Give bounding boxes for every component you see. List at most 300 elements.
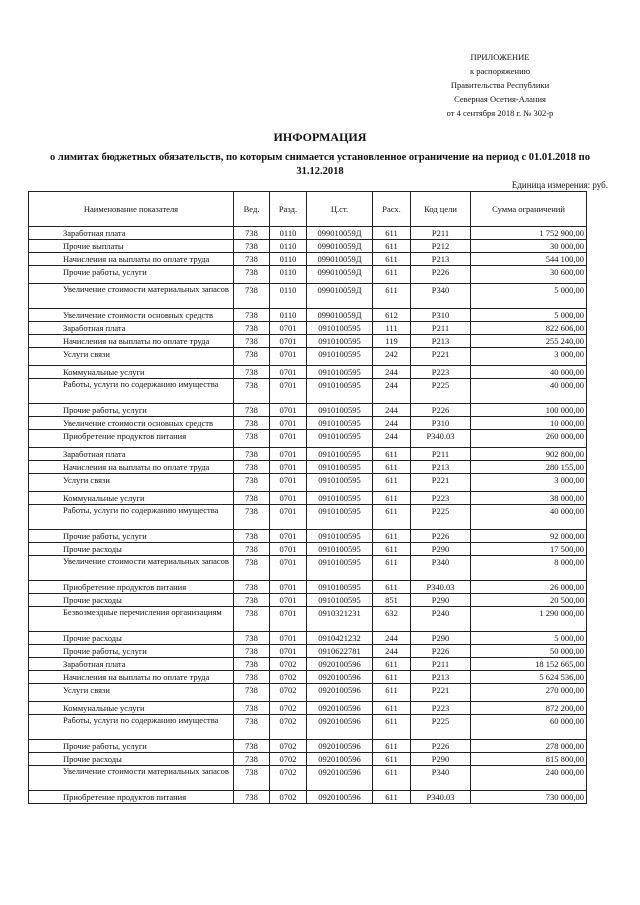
appendix-line: к распоряжению	[470, 66, 530, 76]
row-cst: 099010059Д	[307, 309, 373, 322]
row-razd: 0701	[270, 322, 307, 335]
row-cst: 0910100595	[307, 530, 373, 543]
table-row	[29, 530, 587, 543]
row-ved: 738	[234, 684, 270, 702]
row-rash: 632	[373, 607, 411, 632]
row-name: Прочие работы, услуги	[29, 404, 234, 417]
table-row	[29, 240, 587, 253]
row-target-code: Р225	[411, 715, 471, 740]
row-cst: 0920100596	[307, 740, 373, 753]
table-row	[29, 461, 587, 474]
table-body	[29, 227, 587, 804]
row-cst: 0910100595	[307, 430, 373, 448]
row-cst: 0910100595	[307, 379, 373, 404]
row-name: Коммунальные услуги	[29, 366, 234, 379]
row-cst: 0910100595	[307, 348, 373, 366]
row-name: Увеличение стоимости материальных запасов	[29, 284, 234, 309]
row-rash: 611	[373, 791, 411, 804]
row-rash: 244	[373, 645, 411, 658]
row-name: Увеличение стоимости основных средств	[29, 309, 234, 322]
row-ved: 738	[234, 740, 270, 753]
row-rash: 119	[373, 335, 411, 348]
row-rash: 611	[373, 284, 411, 309]
row-ved: 738	[234, 366, 270, 379]
table-row	[29, 658, 587, 671]
row-rash: 611	[373, 530, 411, 543]
row-razd: 0702	[270, 791, 307, 804]
table-row	[29, 366, 587, 379]
row-razd: 0701	[270, 348, 307, 366]
table-row	[29, 753, 587, 766]
row-razd: 0701	[270, 379, 307, 404]
row-amount: 260 000,00	[471, 430, 587, 448]
row-razd: 0110	[270, 309, 307, 322]
row-cst: 0920100596	[307, 753, 373, 766]
row-rash: 611	[373, 543, 411, 556]
row-amount: 280 155,00	[471, 461, 587, 474]
row-ved: 738	[234, 766, 270, 791]
row-rash: 244	[373, 417, 411, 430]
row-rash: 611	[373, 702, 411, 715]
row-amount: 815 800,00	[471, 753, 587, 766]
row-target-code: Р340.03	[411, 430, 471, 448]
document-title: ИНФОРМАЦИЯ	[273, 130, 367, 144]
row-target-code: Р213	[411, 335, 471, 348]
row-amount: 50 000,00	[471, 645, 587, 658]
table-row	[29, 474, 587, 492]
row-cst: 099010059Д	[307, 284, 373, 309]
row-target-code: Р240	[411, 607, 471, 632]
row-target-code: Р340.03	[411, 581, 471, 594]
row-target-code: Р225	[411, 379, 471, 404]
row-amount: 30 600,00	[471, 266, 587, 284]
row-ved: 738	[234, 448, 270, 461]
row-name: Начисления на выплаты по оплате труда	[29, 461, 234, 474]
row-amount: 3 000,00	[471, 348, 587, 366]
column-header: Код цели	[411, 192, 471, 227]
row-target-code: Р213	[411, 253, 471, 266]
row-ved: 738	[234, 543, 270, 556]
row-ved: 738	[234, 348, 270, 366]
row-razd: 0702	[270, 684, 307, 702]
table-row	[29, 266, 587, 284]
row-razd: 0701	[270, 448, 307, 461]
table-row	[29, 492, 587, 505]
row-razd: 0702	[270, 702, 307, 715]
row-target-code: Р340	[411, 556, 471, 581]
table-row	[29, 632, 587, 645]
row-name: Услуги связи	[29, 474, 234, 492]
row-ved: 738	[234, 607, 270, 632]
row-target-code: Р226	[411, 530, 471, 543]
table-row	[29, 715, 587, 740]
row-rash: 244	[373, 366, 411, 379]
row-rash: 611	[373, 240, 411, 253]
row-rash: 611	[373, 556, 411, 581]
row-rash: 611	[373, 227, 411, 240]
row-ved: 738	[234, 322, 270, 335]
row-name: Увеличение стоимости материальных запасов	[29, 556, 234, 581]
table-row	[29, 607, 587, 632]
row-ved: 738	[234, 309, 270, 322]
row-ved: 738	[234, 474, 270, 492]
table-row	[29, 448, 587, 461]
row-amount: 10 000,00	[471, 417, 587, 430]
row-amount: 1 290 000,00	[471, 607, 587, 632]
row-cst: 0910100595	[307, 366, 373, 379]
column-header: Наименование показателя	[29, 192, 234, 227]
row-name: Приобретение продуктов питания	[29, 791, 234, 804]
row-name: Услуги связи	[29, 348, 234, 366]
row-cst: 0920100596	[307, 658, 373, 671]
row-ved: 738	[234, 753, 270, 766]
document-subtitle: о лимитах бюджетных обязательств, по которым снимается установленное ограничение на период с 01.01.2018 по 31.12.2018	[50, 152, 590, 177]
row-target-code: Р211	[411, 448, 471, 461]
row-target-code: Р213	[411, 671, 471, 684]
row-rash: 611	[373, 658, 411, 671]
row-cst: 0910100595	[307, 474, 373, 492]
row-name: Прочие расходы	[29, 543, 234, 556]
row-ved: 738	[234, 715, 270, 740]
row-rash: 611	[373, 715, 411, 740]
row-razd: 0110	[270, 240, 307, 253]
row-cst: 0910100595	[307, 556, 373, 581]
row-cst: 099010059Д	[307, 266, 373, 284]
row-amount: 40 000,00	[471, 366, 587, 379]
row-amount: 40 000,00	[471, 379, 587, 404]
row-ved: 738	[234, 417, 270, 430]
row-name: Работы, услуги по содержанию имущества	[29, 715, 234, 740]
row-name: Прочие расходы	[29, 594, 234, 607]
table-row	[29, 594, 587, 607]
row-target-code: Р226	[411, 645, 471, 658]
row-amount: 872 200,00	[471, 702, 587, 715]
table-row	[29, 417, 587, 430]
row-amount: 38 000,00	[471, 492, 587, 505]
row-amount: 5 000,00	[471, 284, 587, 309]
row-target-code: Р211	[411, 227, 471, 240]
table-row	[29, 740, 587, 753]
row-name: Работы, услуги по содержанию имущества	[29, 505, 234, 530]
row-razd: 0702	[270, 715, 307, 740]
table-row	[29, 505, 587, 530]
table-row	[29, 581, 587, 594]
row-amount: 26 000,00	[471, 581, 587, 594]
row-cst: 0920100596	[307, 684, 373, 702]
row-cst: 0910100595	[307, 492, 373, 505]
row-amount: 17 500,00	[471, 543, 587, 556]
row-name: Заработная плата	[29, 227, 234, 240]
row-target-code: Р221	[411, 348, 471, 366]
row-target-code: Р225	[411, 505, 471, 530]
row-target-code: Р290	[411, 632, 471, 645]
row-amount: 92 000,00	[471, 530, 587, 543]
row-ved: 738	[234, 461, 270, 474]
row-amount: 730 000,00	[471, 791, 587, 804]
row-ved: 738	[234, 266, 270, 284]
row-amount: 270 000,00	[471, 684, 587, 702]
row-target-code: Р211	[411, 322, 471, 335]
row-cst: 0920100596	[307, 766, 373, 791]
row-target-code: Р221	[411, 684, 471, 702]
row-target-code: Р226	[411, 404, 471, 417]
row-razd: 0701	[270, 404, 307, 417]
row-rash: 611	[373, 448, 411, 461]
row-ved: 738	[234, 335, 270, 348]
row-name: Приобретение продуктов питания	[29, 581, 234, 594]
table-row	[29, 284, 587, 309]
row-target-code: Р290	[411, 543, 471, 556]
row-name: Прочие расходы	[29, 632, 234, 645]
row-ved: 738	[234, 645, 270, 658]
table-row	[29, 430, 587, 448]
row-amount: 902 800,00	[471, 448, 587, 461]
appendix-line: Северная Осетия-Алания	[454, 94, 546, 104]
row-name: Прочие расходы	[29, 753, 234, 766]
row-razd: 0702	[270, 658, 307, 671]
row-name: Услуги связи	[29, 684, 234, 702]
row-razd: 0701	[270, 461, 307, 474]
table-row	[29, 684, 587, 702]
row-name: Увеличение стоимости материальных запасов	[29, 766, 234, 791]
table-header-row	[29, 192, 587, 227]
unit-of-measure: Единица измерения: руб.	[511, 180, 608, 190]
row-razd: 0110	[270, 266, 307, 284]
row-razd: 0702	[270, 766, 307, 791]
row-target-code: Р340	[411, 284, 471, 309]
row-razd: 0701	[270, 581, 307, 594]
row-amount: 255 240,00	[471, 335, 587, 348]
row-name: Работы, услуги по содержанию имущества	[29, 379, 234, 404]
table-row	[29, 645, 587, 658]
row-razd: 0701	[270, 607, 307, 632]
row-razd: 0701	[270, 474, 307, 492]
row-ved: 738	[234, 404, 270, 417]
row-amount: 18 152 665,00	[471, 658, 587, 671]
appendix-line: от 4 сентября 2018 г. № 302-р	[446, 108, 554, 118]
row-target-code: Р223	[411, 702, 471, 715]
row-razd: 0701	[270, 556, 307, 581]
row-ved: 738	[234, 791, 270, 804]
row-rash: 111	[373, 322, 411, 335]
row-amount: 5 624 536,00	[471, 671, 587, 684]
column-header: Ц.ст.	[307, 192, 373, 227]
row-rash: 612	[373, 309, 411, 322]
row-rash: 611	[373, 671, 411, 684]
table-row	[29, 227, 587, 240]
table-row	[29, 322, 587, 335]
row-name: Заработная плата	[29, 448, 234, 461]
row-amount: 40 000,00	[471, 505, 587, 530]
row-name: Коммунальные услуги	[29, 702, 234, 715]
row-amount: 240 000,00	[471, 766, 587, 791]
row-ved: 738	[234, 227, 270, 240]
row-name: Прочие работы, услуги	[29, 645, 234, 658]
row-amount: 5 000,00	[471, 309, 587, 322]
row-name: Прочие работы, услуги	[29, 740, 234, 753]
row-target-code: Р223	[411, 366, 471, 379]
row-ved: 738	[234, 594, 270, 607]
row-rash: 611	[373, 581, 411, 594]
table-row	[29, 253, 587, 266]
row-razd: 0110	[270, 253, 307, 266]
row-cst: 0910100595	[307, 461, 373, 474]
row-razd: 0701	[270, 430, 307, 448]
row-name: Заработная плата	[29, 322, 234, 335]
row-razd: 0701	[270, 632, 307, 645]
row-razd: 0701	[270, 505, 307, 530]
row-rash: 611	[373, 474, 411, 492]
row-target-code: Р226	[411, 740, 471, 753]
row-target-code: Р213	[411, 461, 471, 474]
row-name: Прочие выплаты	[29, 240, 234, 253]
row-rash: 611	[373, 740, 411, 753]
row-target-code: Р211	[411, 658, 471, 671]
row-cst: 0920100596	[307, 671, 373, 684]
row-target-code: Р212	[411, 240, 471, 253]
row-ved: 738	[234, 556, 270, 581]
row-cst: 0910100595	[307, 417, 373, 430]
table-row	[29, 379, 587, 404]
row-name: Заработная плата	[29, 658, 234, 671]
row-amount: 544 100,00	[471, 253, 587, 266]
row-cst: 0920100596	[307, 791, 373, 804]
row-amount: 100 000,00	[471, 404, 587, 417]
row-cst: 099010059Д	[307, 253, 373, 266]
row-name: Начисления на выплаты по оплате труда	[29, 671, 234, 684]
row-target-code: Р221	[411, 474, 471, 492]
row-cst: 0910100595	[307, 335, 373, 348]
row-cst: 0910321231	[307, 607, 373, 632]
row-cst: 0910421232	[307, 632, 373, 645]
row-name: Увеличение стоимости основных средств	[29, 417, 234, 430]
limits-table	[28, 191, 587, 804]
row-target-code: Р226	[411, 266, 471, 284]
row-ved: 738	[234, 284, 270, 309]
table-row	[29, 335, 587, 348]
row-target-code: Р340.03	[411, 791, 471, 804]
row-ved: 738	[234, 632, 270, 645]
row-rash: 611	[373, 505, 411, 530]
row-rash: 611	[373, 253, 411, 266]
row-amount: 60 000,00	[471, 715, 587, 740]
row-cst: 0920100596	[307, 715, 373, 740]
row-ved: 738	[234, 379, 270, 404]
row-razd: 0702	[270, 753, 307, 766]
row-rash: 244	[373, 404, 411, 417]
row-rash: 611	[373, 461, 411, 474]
table-row	[29, 543, 587, 556]
row-target-code: Р290	[411, 753, 471, 766]
row-target-code: Р290	[411, 594, 471, 607]
row-target-code: Р310	[411, 417, 471, 430]
column-header: Расх.	[373, 192, 411, 227]
row-ved: 738	[234, 492, 270, 505]
column-header: Вед.	[234, 192, 270, 227]
row-razd: 0701	[270, 492, 307, 505]
row-cst: 099010059Д	[307, 227, 373, 240]
row-target-code: Р310	[411, 309, 471, 322]
row-target-code: Р223	[411, 492, 471, 505]
table-row	[29, 791, 587, 804]
row-razd: 0110	[270, 284, 307, 309]
row-razd: 0701	[270, 335, 307, 348]
row-rash: 611	[373, 684, 411, 702]
row-cst: 0920100596	[307, 702, 373, 715]
row-amount: 278 000,00	[471, 740, 587, 753]
row-ved: 738	[234, 253, 270, 266]
row-rash: 244	[373, 379, 411, 404]
row-cst: 0910100595	[307, 594, 373, 607]
column-header: Разд.	[270, 192, 307, 227]
row-cst: 0910100595	[307, 404, 373, 417]
row-razd: 0701	[270, 645, 307, 658]
row-rash: 611	[373, 753, 411, 766]
appendix-block	[400, 50, 600, 120]
row-name: Приобретение продуктов питания	[29, 430, 234, 448]
row-cst: 0910100595	[307, 581, 373, 594]
row-rash: 851	[373, 594, 411, 607]
row-cst: 0910622781	[307, 645, 373, 658]
row-amount: 8 000,00	[471, 556, 587, 581]
row-cst: 0910100595	[307, 322, 373, 335]
row-amount: 20 500,00	[471, 594, 587, 607]
row-amount: 5 000,00	[471, 632, 587, 645]
row-ved: 738	[234, 702, 270, 715]
row-cst: 099010059Д	[307, 240, 373, 253]
row-razd: 0701	[270, 530, 307, 543]
row-name: Прочие работы, услуги	[29, 530, 234, 543]
row-rash: 611	[373, 266, 411, 284]
row-name: Начисления на выплаты по оплате труда	[29, 335, 234, 348]
row-rash: 244	[373, 632, 411, 645]
table-row	[29, 348, 587, 366]
row-amount: 30 000,00	[471, 240, 587, 253]
table-row	[29, 556, 587, 581]
row-amount: 822 606,00	[471, 322, 587, 335]
table-row	[29, 671, 587, 684]
row-razd: 0110	[270, 227, 307, 240]
row-ved: 738	[234, 530, 270, 543]
row-ved: 738	[234, 430, 270, 448]
row-razd: 0702	[270, 740, 307, 753]
row-razd: 0702	[270, 671, 307, 684]
appendix-line: Правительства Республики	[450, 80, 550, 90]
row-name: Безвозмездные перечисления организациям	[29, 607, 234, 632]
row-rash: 611	[373, 766, 411, 791]
column-header: Сумма ограничений	[471, 192, 587, 227]
row-amount: 1 752 900,00	[471, 227, 587, 240]
table-row	[29, 702, 587, 715]
appendix-line: ПРИЛОЖЕНИЕ	[470, 52, 530, 62]
row-ved: 738	[234, 505, 270, 530]
row-cst: 0910100595	[307, 543, 373, 556]
row-rash: 244	[373, 430, 411, 448]
row-rash: 242	[373, 348, 411, 366]
row-name: Коммунальные услуги	[29, 492, 234, 505]
table-row	[29, 404, 587, 417]
table-row	[29, 309, 587, 322]
row-name: Начисления на выплаты по оплате труда	[29, 253, 234, 266]
row-razd: 0701	[270, 543, 307, 556]
row-cst: 0910100595	[307, 505, 373, 530]
row-rash: 611	[373, 492, 411, 505]
row-name: Прочие работы, услуги	[29, 266, 234, 284]
row-razd: 0701	[270, 594, 307, 607]
row-ved: 738	[234, 658, 270, 671]
row-target-code: Р340	[411, 766, 471, 791]
row-razd: 0701	[270, 366, 307, 379]
